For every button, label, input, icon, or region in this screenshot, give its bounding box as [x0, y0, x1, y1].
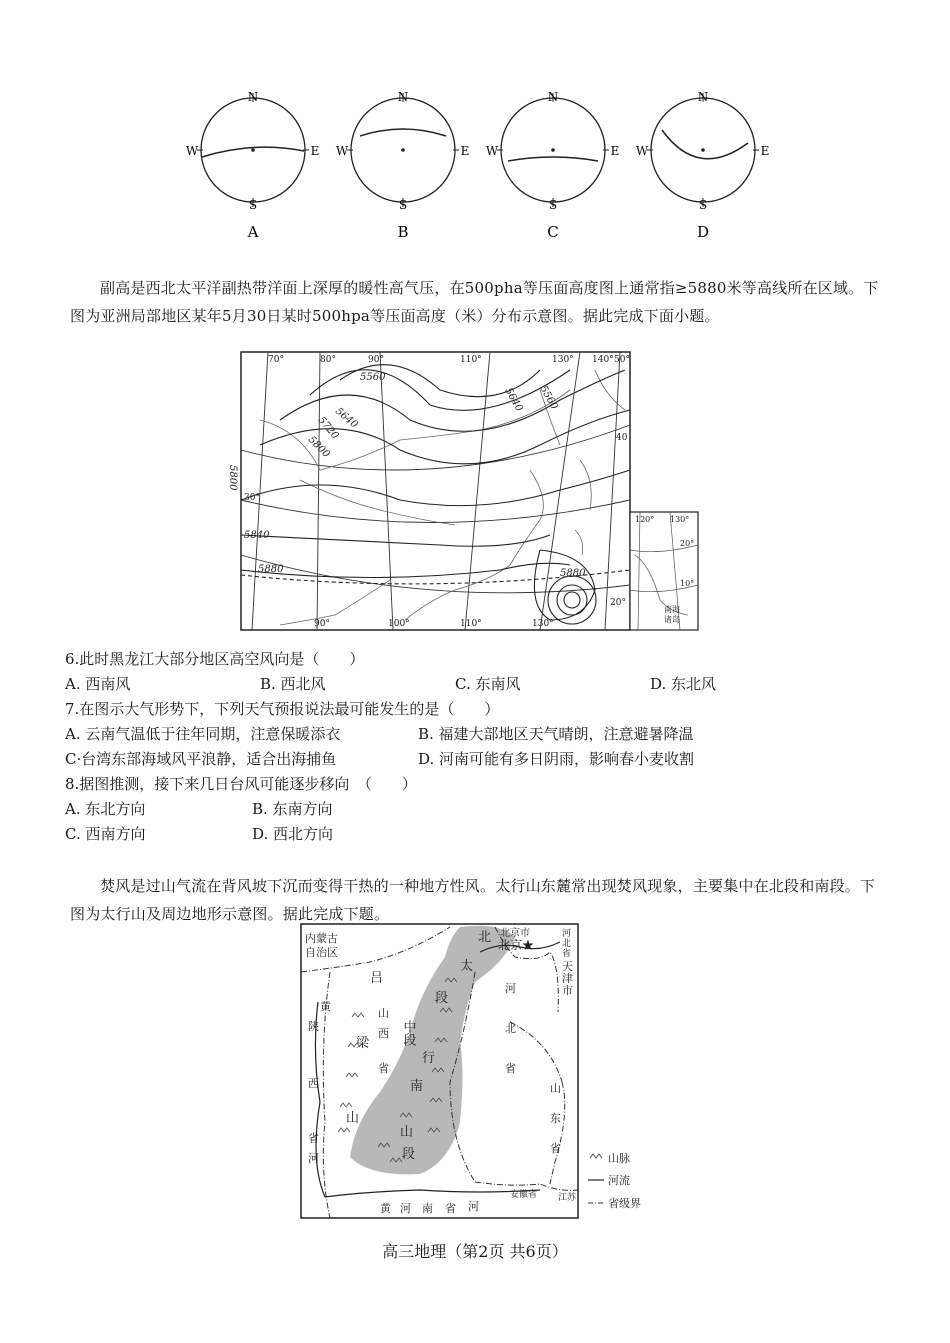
label-e: E [310, 144, 320, 158]
label-n: N [397, 90, 409, 104]
taihang-mountain-map [300, 922, 660, 1220]
q6-option-d[interactable]: D. 东北风 [650, 675, 717, 693]
lvliang-3: 山 [346, 1111, 360, 1126]
tai-label: 太 [460, 959, 474, 974]
lon-70: 70° [268, 355, 284, 365]
globe-label-d: D [696, 223, 710, 241]
inset-lat-10: 10° [680, 579, 695, 588]
hebei-small-1: 河 [562, 929, 572, 939]
south-china-sea-inset [630, 512, 698, 630]
shandong-3: 省 [550, 1142, 561, 1155]
contour-label: 5840 [244, 530, 270, 541]
contour-label: 5800 [305, 434, 332, 461]
lvliang-2: 梁 [356, 1036, 370, 1051]
lon-100-bottom: 100° [388, 619, 410, 629]
question-7-stem: 7.在图示大气形势下，下列天气预报说法最可能发生的是（ ） [65, 700, 500, 718]
label-e: E [760, 144, 770, 158]
globe-label-c: C [547, 223, 559, 241]
label-n: N [247, 90, 259, 104]
islands-line-2: 诸岛 [664, 615, 680, 624]
huang-v-2: 河 [308, 1152, 319, 1165]
q6-option-c[interactable]: C. 东南风 [455, 675, 521, 693]
q7-option-c[interactable]: C·台湾东部海域风平浪静，适合出海捕鱼 [65, 750, 337, 768]
hebei-3: 省 [505, 1062, 516, 1075]
label-w: W [635, 144, 649, 158]
lon-130: 130° [552, 355, 574, 365]
label-n: N [547, 90, 559, 104]
q6-option-a[interactable]: A. 西南风 [65, 675, 131, 693]
shaanxi-2: 西 [308, 1077, 319, 1090]
label-s: S [548, 198, 558, 212]
contour-label: 5880 [258, 564, 284, 575]
duan-label: 段 [435, 991, 449, 1006]
shanxi-2: 西 [378, 1027, 389, 1040]
geopotential-height-map [227, 350, 700, 635]
lon-140: 140° [592, 355, 614, 365]
shanxi-1: 山 [378, 1007, 389, 1020]
label-e: E [460, 144, 470, 158]
intro-paragraph-2: 焚风是过山气流在背风坡下沉而变得干热的一种地方性风。太行山东麓常出现焚风现象，主要集中在北段和南段。下图为太行山及周边地形示意图。据此完成下题。 [70, 877, 876, 923]
shaanxi-3: 省 [308, 1132, 319, 1145]
nan-label: 南 [410, 1079, 424, 1094]
lon-90: 90° [368, 355, 384, 365]
q8-option-c[interactable]: C. 西南方向 [65, 825, 146, 843]
globe-figure [180, 85, 780, 245]
intro-paragraph-1: 副高是西北太平洋副热带洋面上深厚的暖性高气压，在500pha等压面高度图上通常指≥5880米等高线所在区域。下图为亚洲局部地区某年5月30日某时500hpa等压面高度（米）分布示意图。据此完成下面小题。 [70, 279, 879, 325]
zhong-duan-label: 中段 [400, 1020, 416, 1046]
label-s: S [398, 198, 408, 212]
globe-a [186, 90, 320, 241]
lon-110: 110° [460, 355, 482, 365]
legend-border: 省级界 [608, 1197, 641, 1210]
duan2-label: 段 [402, 1147, 416, 1162]
shan-label: 山 [400, 1125, 414, 1140]
q8-option-d[interactable]: D. 西北方向 [252, 825, 334, 843]
inset-lon-130: 130° [670, 515, 690, 524]
lon-80: 80° [320, 355, 336, 365]
label-w: W [185, 144, 199, 158]
lat-40: 40 [616, 433, 628, 443]
shanxi-3: 省 [378, 1062, 389, 1075]
contour-label: 5720 [315, 414, 341, 442]
hebei-2: 北 [505, 1022, 516, 1035]
label-n: N [697, 90, 709, 104]
globe-label-b: B [397, 223, 409, 241]
legend-mountain: 山脉 [608, 1152, 630, 1165]
beijing-label: 北京★ [498, 938, 535, 952]
question-6-stem: 6.此时黑龙江大部分地区高空风向是（ ） [65, 650, 365, 668]
shandong-1: 山 [550, 1082, 561, 1095]
q7-option-d[interactable]: D. 河南可能有多日阴雨，影响春小麦收割 [418, 750, 695, 768]
bei-label: 北 [478, 930, 492, 945]
label-e: E [610, 144, 620, 158]
lat-20: 20° [610, 598, 626, 608]
legend-mountain-icon [590, 1154, 602, 1158]
huang-v-1: 黄 [320, 1000, 331, 1013]
shandong-2: 东 [550, 1112, 561, 1125]
contour-label: 5800 [227, 465, 238, 491]
globe-d [636, 90, 770, 241]
nm-line-2: 自治区 [305, 946, 338, 959]
hebei-small-2: 北 [562, 939, 572, 949]
globe-c [486, 90, 620, 241]
lon-130-bottom: 130° [532, 619, 554, 629]
q8-option-a[interactable]: A. 东北方向 [65, 800, 146, 818]
nm-line-1: 内蒙古 [305, 932, 338, 945]
contour-label: 5640 [502, 386, 525, 414]
beijing-city-label: 北京市 [500, 928, 530, 939]
islands-line-1: 南海 [664, 605, 680, 614]
label-s: S [248, 198, 258, 212]
xing-label: 行 [422, 1051, 436, 1066]
shaanxi-1: 陕 [308, 1020, 319, 1033]
tianjin-3: 市 [562, 984, 573, 997]
globe-label-a: A [247, 223, 259, 241]
jiangsu-label: 江苏 [558, 1193, 577, 1203]
hebei-1: 河 [505, 982, 516, 995]
tianjin-1: 天 [562, 960, 573, 973]
lon-110-bottom: 110° [460, 619, 482, 629]
lon-50: 50° [614, 355, 630, 365]
bottom-2: 河 [400, 1202, 411, 1215]
lat-30: 30° [244, 493, 260, 503]
bottom-5: 河 [468, 1200, 479, 1213]
bottom-4: 省 [445, 1202, 456, 1215]
bottom-1: 黄 [380, 1202, 391, 1215]
inset-lat-20: 20° [680, 539, 695, 548]
legend [588, 1152, 641, 1210]
tianjin-2: 津 [562, 972, 573, 985]
label-w: W [485, 144, 499, 158]
inset-lon-120: 120° [635, 515, 655, 524]
q7-option-a[interactable]: A. 云南气温低于往年同期，注意保暖添衣 [65, 725, 341, 743]
q6-option-b[interactable]: B. 西北风 [260, 675, 326, 693]
anhui-label: 安徽省 [510, 1190, 538, 1200]
lvliang-1: 吕 [370, 971, 384, 986]
legend-river: 河流 [608, 1174, 630, 1187]
label-s: S [698, 198, 708, 212]
globe-b [336, 90, 470, 241]
q8-option-b[interactable]: B. 东南方向 [252, 800, 333, 818]
q7-option-b[interactable]: B. 福建大部地区天气晴朗，注意避暑降温 [418, 725, 694, 743]
hebei-small-3: 省 [562, 949, 572, 959]
contour-label: 5640 [333, 405, 360, 431]
contour-label: 5560 [537, 384, 560, 412]
bottom-3: 南 [422, 1202, 433, 1215]
contour-label: 5560 [360, 372, 386, 383]
page-footer: 高三地理（第2页 共6页） [382, 1242, 568, 1261]
label-w: W [335, 144, 349, 158]
lon-90-bottom: 90° [314, 619, 330, 629]
question-8-stem: 8.据图推测，接下来几日台风可能逐步移向 （ ） [65, 775, 417, 793]
contour-label: 5880 [560, 568, 586, 579]
